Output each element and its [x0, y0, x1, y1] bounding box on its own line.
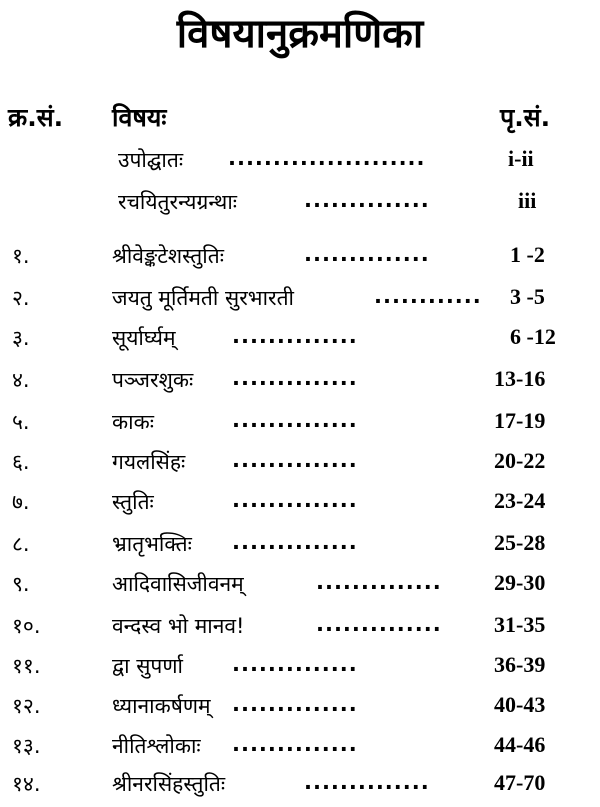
- toc-row: [0, 612, 600, 648]
- entry-subject: वन्दस्व भो मानव!: [112, 614, 245, 638]
- toc-row: [0, 570, 600, 606]
- front-matter-dots: ......................: [228, 146, 426, 170]
- entry-number: १३.: [12, 734, 41, 758]
- entry-subject: भ्रातृभक्तिः: [112, 532, 192, 556]
- entry-dots: ..............: [304, 770, 430, 794]
- entry-dots: ..............: [232, 732, 358, 756]
- entry-number: ८.: [12, 532, 30, 556]
- toc-row: [0, 530, 600, 566]
- entry-page: 31-35: [494, 612, 546, 637]
- entry-number: ४.: [12, 368, 30, 392]
- toc-row: [0, 284, 600, 320]
- entry-page: 44-46: [494, 732, 546, 757]
- toc-row: [0, 692, 600, 728]
- entry-number: ९.: [12, 572, 30, 596]
- toc-row: [0, 732, 600, 768]
- front-matter-subject: रचयितुरन्यग्रन्थाः: [118, 190, 238, 214]
- front-matter-row: [0, 188, 600, 224]
- entry-subject: जयतु मूर्तिमती सुरभारती: [112, 286, 295, 310]
- entry-page: 6 -12: [510, 324, 556, 349]
- entry-dots: ..............: [316, 570, 442, 594]
- front-matter-page: iii: [518, 188, 537, 213]
- entry-number: ७.: [12, 490, 30, 514]
- header-page: पृ.सं.: [500, 103, 551, 132]
- entry-page: 20-22: [494, 448, 546, 473]
- entry-page: 23-24: [494, 488, 546, 513]
- front-matter-page: i-ii: [508, 146, 534, 171]
- front-matter-dots: ..............: [304, 188, 430, 212]
- entry-subject: सूर्यार्घ्यम्: [112, 326, 176, 350]
- entry-subject: आदिवासिजीवनम्: [112, 572, 244, 596]
- entry-dots: ..............: [232, 324, 358, 348]
- entry-page: 13-16: [494, 366, 546, 391]
- entry-dots: ..............: [232, 652, 358, 676]
- entry-page: 17-19: [494, 408, 546, 433]
- header-serial: क्र.सं.: [8, 103, 64, 132]
- entry-dots: ............: [374, 284, 482, 308]
- front-matter-row: [0, 146, 600, 182]
- entry-subject: द्वा सुपर्णा: [112, 654, 183, 678]
- toc-row: [0, 448, 600, 484]
- entry-subject: ध्यानाकर्षणम्: [112, 694, 211, 718]
- toc-row: [0, 324, 600, 360]
- entry-number: ६.: [12, 450, 30, 474]
- entry-number: ५.: [12, 410, 30, 434]
- toc-row: [0, 408, 600, 444]
- entry-dots: ..............: [304, 242, 430, 266]
- entry-subject: नीतिश्लोकाः: [112, 734, 201, 758]
- entry-number: १.: [12, 244, 30, 268]
- toc-row: [0, 488, 600, 524]
- entry-page: 36-39: [494, 652, 546, 677]
- toc-row: [0, 242, 600, 278]
- header-subject: विषयः: [112, 103, 167, 132]
- entry-dots: ..............: [232, 488, 358, 512]
- entry-dots: ..............: [232, 408, 358, 432]
- entry-dots: ..............: [232, 530, 358, 554]
- entry-dots: ..............: [232, 692, 358, 716]
- entry-subject: पञ्जरशुकः: [112, 368, 194, 392]
- entry-page: 47-70: [494, 770, 546, 795]
- entry-subject: श्रीवेङ्कटेशस्तुतिः: [112, 244, 224, 268]
- entry-dots: ..............: [232, 448, 358, 472]
- toc-row: [0, 770, 600, 806]
- entry-page: 29-30: [494, 570, 546, 595]
- page-title: विषयानुक्रमणिका: [176, 11, 424, 57]
- toc-row: [0, 366, 600, 402]
- entry-number: ११.: [12, 654, 41, 678]
- entry-number: ३.: [12, 326, 30, 350]
- entry-dots: ..............: [232, 366, 358, 390]
- entry-page: 40-43: [494, 692, 546, 717]
- entry-page: 1 -2: [510, 242, 545, 267]
- entry-number: १२.: [12, 694, 41, 718]
- entry-page: 25-28: [494, 530, 546, 555]
- entry-subject: श्रीनरसिंहस्तुतिः: [112, 772, 226, 796]
- entry-number: १०.: [12, 614, 41, 638]
- front-matter-subject: उपोद्घातः: [118, 148, 184, 172]
- toc-row: [0, 652, 600, 688]
- entry-page: 3 -5: [510, 284, 545, 309]
- entry-subject: स्तुतिः: [112, 490, 154, 514]
- entry-dots: ..............: [316, 612, 442, 636]
- entry-number: २.: [12, 286, 30, 310]
- entry-subject: काकः: [112, 410, 154, 434]
- entry-subject: गयलसिंहः: [112, 450, 186, 474]
- entry-number: १४.: [12, 772, 41, 796]
